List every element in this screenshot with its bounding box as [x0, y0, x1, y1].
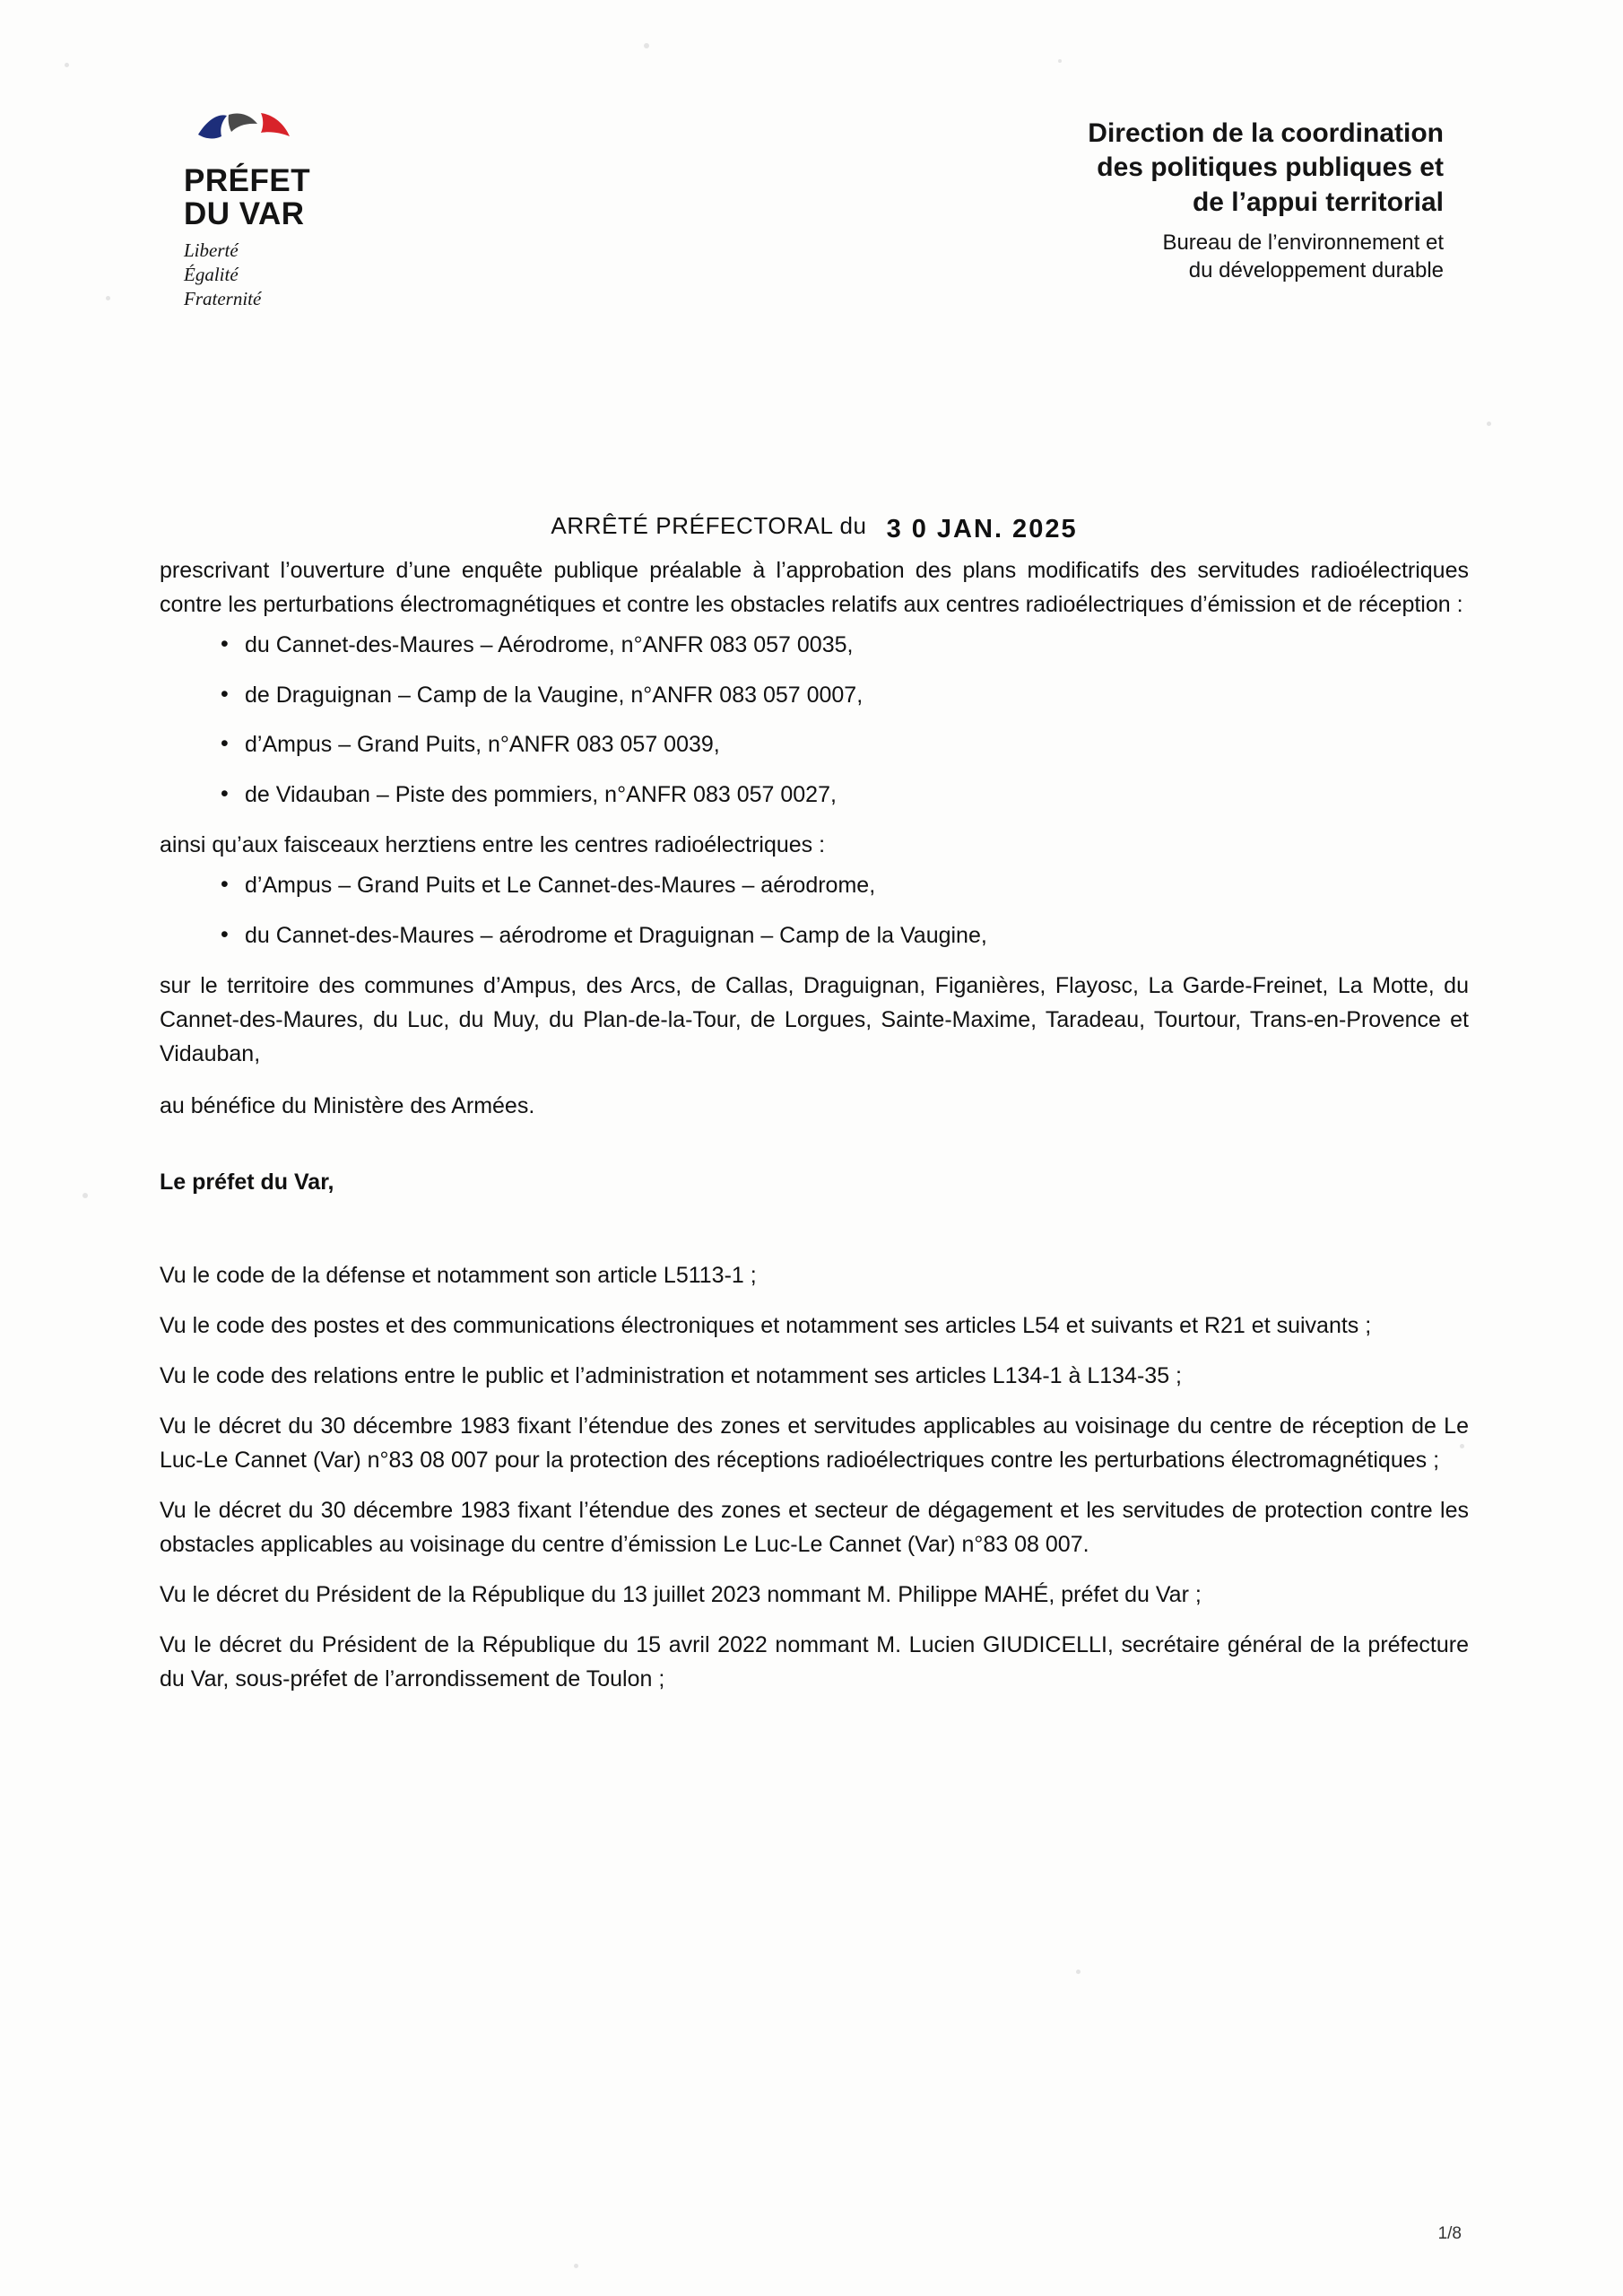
vu-paragraph: Vu le décret du Président de la République du 15 avril 2022 nommant M. Lucien GIUDICELLI, secrétaire général de la préfecture du Var, sous-préfet de l’arrondissement de Toulon ; [160, 1632, 1469, 1692]
signataire-title: Le préfet du Var, [160, 1170, 334, 1195]
devise-republicaine [184, 239, 480, 312]
vu-paragraph: Vu le décret du 30 décembre 1983 fixant l’étendue des zones et servitudes applicables au voisinage du centre de réception de Le Luc-Le Cannet (Var) n°83 08 007 pour la protection des réceptions radioélectriques contre les perturbations électromagnétiques ; [160, 1413, 1469, 1473]
list-item: • du Cannet-des-Maures – Aérodrome, n°ANFR 083 057 0035, [160, 629, 1469, 663]
devise-egalite: Égalité [184, 263, 239, 285]
prefecture-logo-block [184, 108, 480, 311]
vus-block [160, 1258, 1469, 1696]
scan-speck [1487, 422, 1491, 426]
scan-speck [1076, 1970, 1081, 1974]
prefet-title-line2: DU VAR [184, 196, 305, 231]
service-block [870, 117, 1444, 285]
list-item: • d’Ampus – Grand Puits et Le Cannet-des-Maures – aérodrome, [160, 869, 1469, 903]
devise-liberte: Liberté [184, 239, 239, 261]
vu-paragraph: Vu le code des relations entre le public et l’administration et notamment ses articles L134-1 à L134-35 ; [160, 1363, 1182, 1388]
scan-speck [65, 63, 69, 67]
arrete-intro: prescrivant l’ouverture d’une enquête publique préalable à l’approbation des plans modificatifs des servitudes radioélectriques contre les perturbations électromagnétiques et contre les obstacles relatifs aux centres radioélectriques d’émission et de réception : [160, 558, 1469, 617]
prefet-title [184, 165, 480, 231]
arrete-heading [160, 511, 1469, 544]
faisceaux-list [160, 869, 1469, 952]
document-header [0, 108, 1623, 377]
list-item: • du Cannet-des-Maures – aérodrome et Draguignan – Camp de la Vaugine, [160, 919, 1469, 953]
vu-paragraph: Vu le décret du 30 décembre 1983 fixant l’étendue des zones et secteur de dégagement et les servitudes de protection contre les obstacles applicables au voisinage du centre d’émission Le Luc-Le Cannet (Var) n°83 08 007. [160, 1498, 1469, 1557]
scan-speck [644, 43, 649, 48]
devise-fraternite: Fraternité [184, 288, 262, 310]
list-item: • de Draguignan – Camp de la Vaugine, n°ANFR 083 057 0007, [160, 679, 1469, 713]
vu-paragraph: Vu le décret du Président de la République du 13 juillet 2023 nommant M. Philippe MAHÉ, préfet du Var ; [160, 1582, 1202, 1607]
territoire-paragraph: sur le territoire des communes d’Ampus, des Arcs, de Callas, Draguignan, Figanières, Flayosc, La Garde-Freinet, La Motte, du Cannet-des-Maures, du Luc, du Muy, du Plan-de-la-Tour, de Lorgues, Sainte-Maxime, Taradeau, Tourtour, Trans-en-Provence et Vidauban, [160, 973, 1469, 1066]
arrete-label: ARRÊTÉ PRÉFECTORAL du [551, 512, 867, 539]
faisceaux-intro: ainsi qu’aux faisceaux herztiens entre les centres radioélectriques : [160, 832, 826, 857]
vu-paragraph: Vu le code des postes et des communications électroniques et notamment ses articles L54 et suivants et R21 et suivants ; [160, 1313, 1372, 1338]
list-item: • d’Ampus – Grand Puits, n°ANFR 083 057 0039, [160, 728, 1469, 762]
scan-speck [1058, 59, 1062, 63]
list-item: • de Vidauban – Piste des pommiers, n°ANFR 083 057 0027, [160, 778, 1469, 813]
benefice-paragraph: au bénéfice du Ministère des Armées. [160, 1093, 535, 1118]
scan-speck [574, 2264, 578, 2268]
scan-speck [82, 1193, 88, 1198]
service-subtitle [870, 229, 1444, 284]
arrete-date-stamp: 3 0 JAN. 2025 [886, 515, 1078, 544]
service-title [870, 117, 1444, 220]
prefet-title-line1: PRÉFET [184, 163, 311, 198]
service-subtitle-line2: du développement durable [1188, 258, 1444, 283]
page-number: 1/8 [1437, 2224, 1462, 2243]
service-title-line3: de l’appui territorial [1192, 187, 1444, 217]
document-body [160, 511, 1469, 1712]
service-subtitle-line1: Bureau de l’environnement et [1162, 230, 1444, 256]
french-flag-icon [195, 108, 300, 156]
service-title-line1: Direction de la coordination [1088, 118, 1444, 148]
centres-list [160, 629, 1469, 812]
service-title-line2: des politiques publiques et [1097, 152, 1444, 183]
vu-paragraph: Vu le code de la défense et notamment son article L5113-1 ; [160, 1263, 757, 1288]
